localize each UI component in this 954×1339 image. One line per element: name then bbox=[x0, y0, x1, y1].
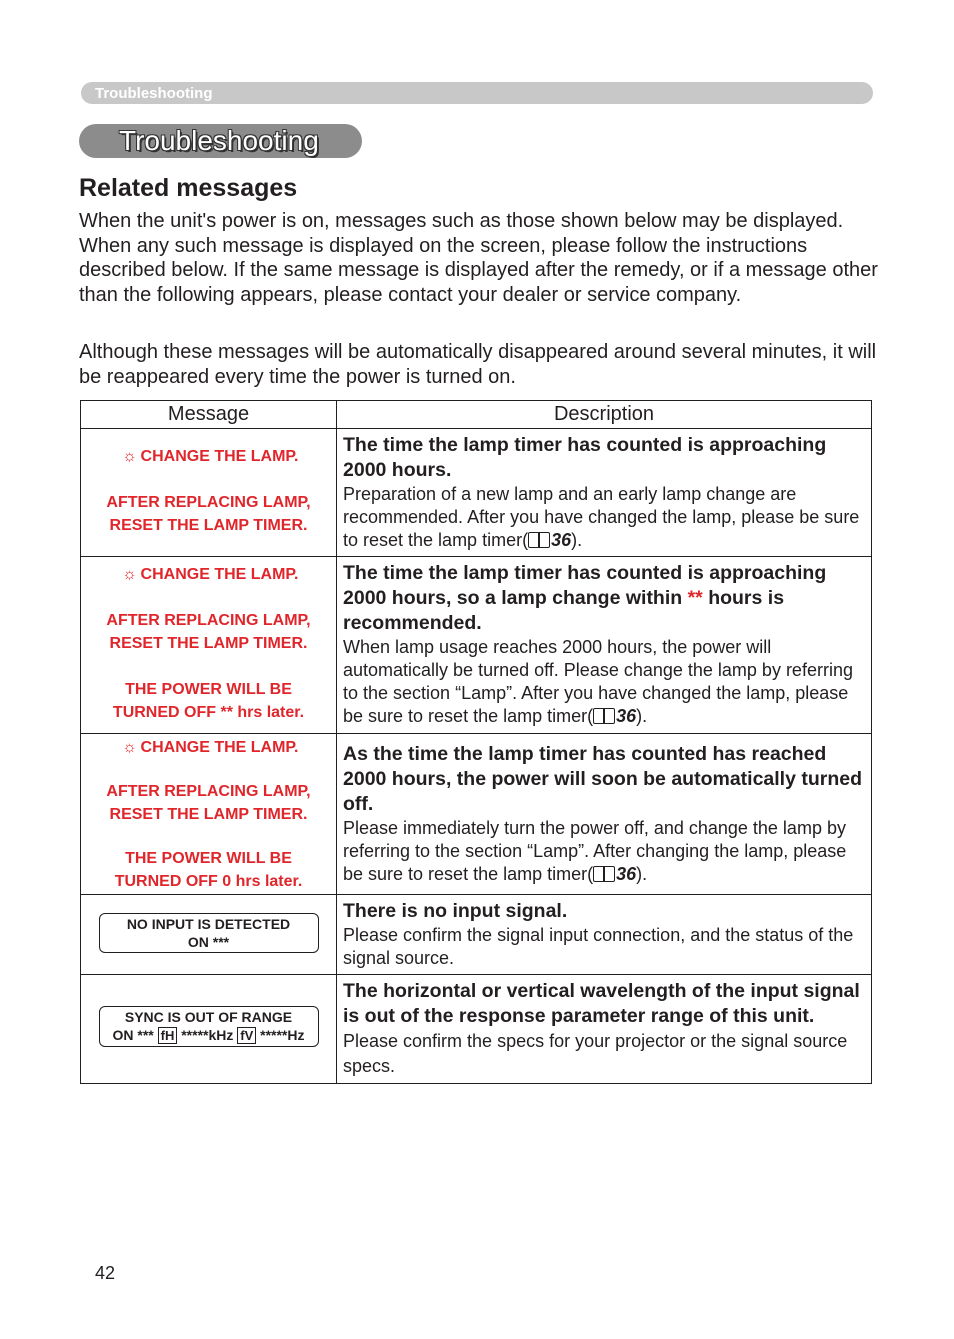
book-icon bbox=[593, 866, 615, 882]
intro-paragraph-2: Although these messages will be automatically disappeared around several minutes, it will be reappeared every time the power is turned on. bbox=[79, 341, 877, 388]
page-reference: 36 bbox=[616, 706, 637, 726]
description-cell: The time the lamp timer has counted is approaching 2000 hours, so a lamp change within ** hours is recommended. When lamp usage reaches 2000 hours, the power will automatically be turned off. Please change the lamp by referring to the section “Lamp”. After you have changed the lamp, please be sure to reset the lamp timer( 36). bbox=[337, 557, 872, 734]
description-heading: The time the lamp timer has counted is approaching 2000 hours, so a lamp change within ** hours is recommended. bbox=[343, 562, 827, 634]
message-line: ON *** fH *****kHz fV *****Hz bbox=[112, 1027, 305, 1043]
description-heading: The horizontal or vertical wavelength of the input signal is out of the response parameter range of this unit. bbox=[343, 980, 860, 1027]
message-line: ☼ CHANGE THE LAMP. bbox=[81, 563, 336, 586]
description-heading: As the time the lamp timer has counted has reached 2000 hours, the power will soon be automatically turned off. bbox=[343, 743, 863, 815]
osd-message-box bbox=[99, 1006, 319, 1047]
fh-tag: fH bbox=[158, 1027, 178, 1044]
message-line: ☼ CHANGE THE LAMP. bbox=[81, 445, 336, 468]
description-text: When lamp usage reaches 2000 hours, the power will automatically be turned off. Please change the lamp by referring to the section “Lamp”. After you have changed the lamp, please be sure to reset the lamp timer( bbox=[343, 637, 853, 726]
book-icon bbox=[593, 708, 615, 724]
col-message-header: Message bbox=[81, 401, 337, 429]
messages-table bbox=[80, 400, 872, 1084]
description-cell bbox=[337, 975, 872, 1084]
message-line: RESET THE LAMP TIMER. bbox=[109, 806, 308, 823]
description-cell: As the time the lamp timer has counted has reached 2000 hours, the power will soon be automatically turned off. Please immediately turn the power off, and change the lamp by referring to the section “Lamp”. After changing the lamp, please be sure to reset the lamp timer( 36). bbox=[337, 734, 872, 895]
message-line: ☼ CHANGE THE LAMP. bbox=[81, 736, 336, 759]
message-line: TURNED OFF 0 hrs later. bbox=[114, 873, 303, 890]
sun-icon: ☼ bbox=[122, 739, 137, 756]
message-line: NO INPUT IS DETECTED bbox=[126, 916, 291, 932]
table-row bbox=[81, 734, 872, 895]
title-pill bbox=[79, 124, 362, 158]
message-line: SYNC IS OUT OF RANGE bbox=[124, 1009, 293, 1025]
osd-message-box bbox=[99, 913, 319, 953]
sun-icon: ☼ bbox=[122, 566, 137, 583]
message-line: AFTER REPLACING LAMP, bbox=[106, 783, 311, 800]
table-row bbox=[81, 895, 872, 975]
sun-icon: ☼ bbox=[122, 448, 137, 465]
description-cell bbox=[337, 895, 872, 975]
message-line: THE POWER WILL BE bbox=[125, 850, 292, 867]
description-heading: The time the lamp timer has counted is approaching 2000 hours. bbox=[343, 434, 827, 481]
col-description-header: Description bbox=[337, 401, 872, 429]
book-icon bbox=[528, 532, 550, 548]
table-row bbox=[81, 429, 872, 557]
section-label: Troubleshooting bbox=[95, 85, 213, 102]
message-cell bbox=[81, 975, 337, 1084]
table-row bbox=[81, 975, 872, 1084]
message-line: ON *** bbox=[187, 934, 230, 950]
message-line: TURNED OFF ** hrs later. bbox=[112, 704, 305, 721]
message-line: AFTER REPLACING LAMP, bbox=[106, 612, 311, 629]
page-number: 42 bbox=[95, 1263, 116, 1283]
message-line: THE POWER WILL BE bbox=[125, 681, 292, 698]
table-header-row bbox=[81, 401, 872, 429]
description-text: Preparation of a new lamp and an early lamp change are recommended. After you have changed the lamp, please be sure to reset the lamp timer( bbox=[343, 484, 860, 550]
message-line: AFTER REPLACING LAMP, bbox=[106, 494, 311, 511]
message-cell bbox=[81, 429, 337, 557]
description-heading: There is no input signal. bbox=[343, 900, 568, 922]
intro-paragraph-1: When the unit's power is on, messages such as those shown below may be displayed. When any such message is displayed on the screen, please follow the instructions described below. If the same message is displayed after the remedy, or if a message other than the following appears, please contact your dealer or service company. bbox=[79, 210, 878, 306]
header-bar bbox=[81, 82, 873, 104]
message-cell bbox=[81, 557, 337, 734]
table-row bbox=[81, 557, 872, 734]
message-cell bbox=[81, 895, 337, 975]
page-title: Troubleshooting bbox=[119, 125, 319, 156]
page-reference: 36 bbox=[551, 530, 572, 550]
description-cell: The time the lamp timer has counted is approaching 2000 hours. Preparation of a new lamp and an early lamp change are recommended. After you have changed the lamp, please be sure to reset the lamp timer( 36). bbox=[337, 429, 872, 557]
page-reference: 36 bbox=[616, 864, 637, 884]
message-cell bbox=[81, 734, 337, 895]
message-line: RESET THE LAMP TIMER. bbox=[109, 635, 308, 652]
description-text: Please confirm the signal input connection, and the status of the signal source. bbox=[343, 925, 854, 968]
fv-tag: fV bbox=[237, 1027, 256, 1044]
message-line: RESET THE LAMP TIMER. bbox=[109, 517, 308, 534]
section-heading: Related messages bbox=[79, 174, 298, 202]
description-text: Please immediately turn the power off, and change the lamp by referring to the section “Lamp”. After changing the lamp, please be sure to reset the lamp timer( bbox=[343, 818, 847, 884]
description-text: Please confirm the specs for your projector or the signal source specs. bbox=[343, 1031, 848, 1076]
